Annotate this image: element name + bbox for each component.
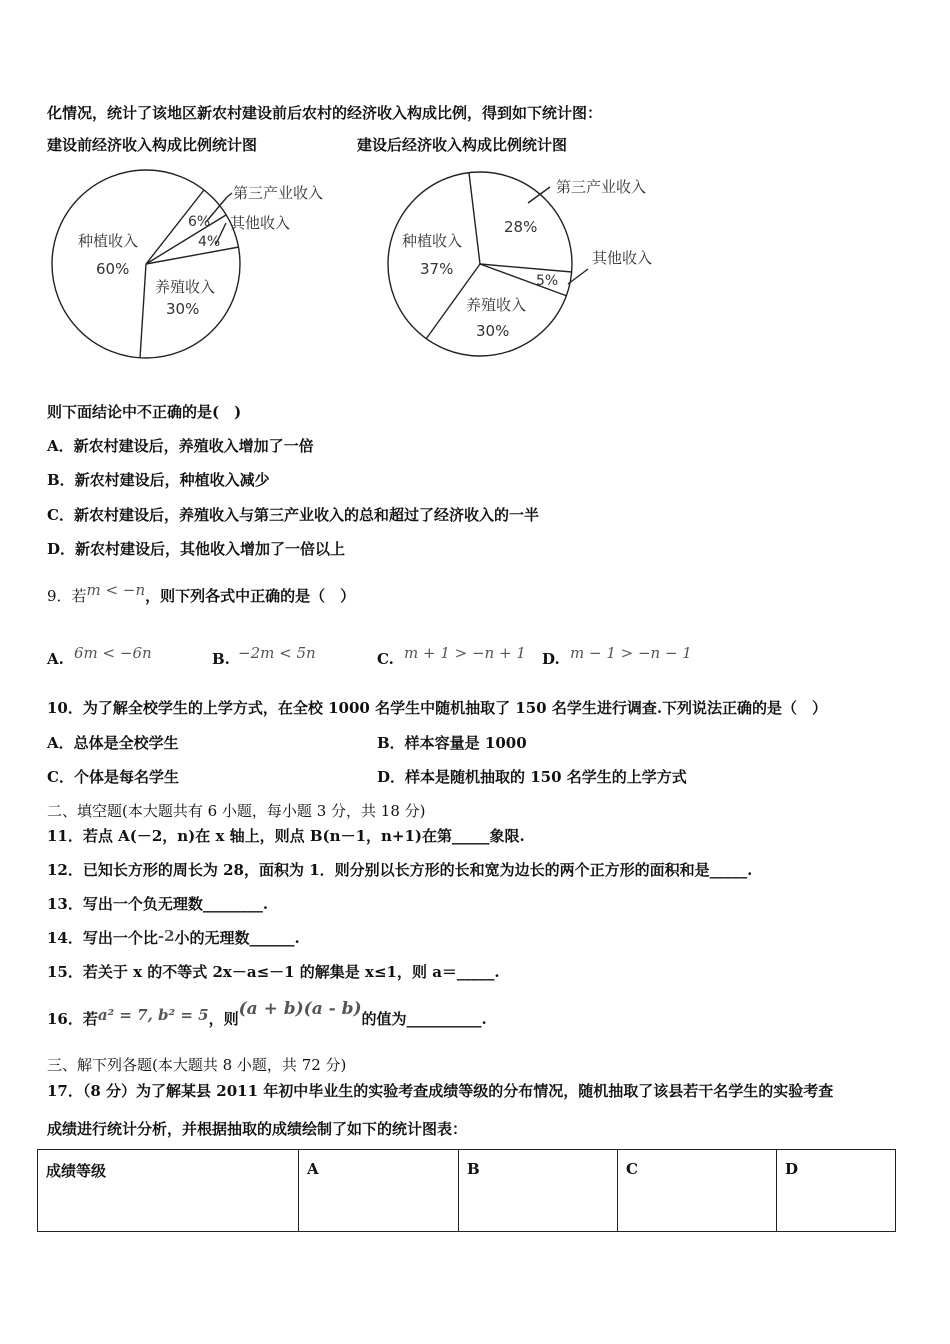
q9-stem — [47, 581, 356, 606]
pie-before-radius-4 — [140, 264, 146, 358]
table-header-d: D — [777, 1150, 896, 1232]
pie-after-val-3: 5% — [536, 273, 559, 289]
q8-option-b: B．新农村建设后，种植收入减少 — [47, 471, 270, 489]
q16-text-a: 16．若 — [47, 1010, 98, 1028]
q11: 11．若点 A(－2，n)在 x 轴上，则点 B(n－1，n+1)在第_____象限. — [47, 827, 525, 845]
pie-before-cat-1: 种植收入 — [78, 232, 139, 250]
q9-option-a-expr: 6m < −6n — [74, 644, 152, 662]
table-header-b: B — [459, 1150, 618, 1232]
q9-condition: m < −n — [86, 581, 146, 599]
pie-after-cat-2: 第三产业收入 — [556, 178, 647, 196]
pie-after-cat-3: 其他收入 — [592, 249, 653, 267]
q10-option-d: D．样本是随机抽取的 150 名学生的上学方式 — [377, 768, 687, 786]
pie-before-val-4: 30% — [166, 300, 200, 318]
q13: 13．写出一个负无理数________. — [47, 895, 269, 913]
pie-before-cat-4: 养殖收入 — [155, 278, 216, 296]
grade-table — [37, 1149, 896, 1232]
q9-option-c-expr: m + 1 > −n + 1 — [404, 644, 526, 662]
table-header-a: A — [299, 1150, 459, 1232]
pie-after-val-2: 28% — [504, 218, 538, 236]
q14 — [47, 928, 300, 948]
pie-before-val-1: 60% — [96, 260, 130, 278]
q8-option-d: D．新农村建设后，其他收入增加了一倍以上 — [47, 540, 346, 558]
q10-option-a: A．总体是全校学生 — [47, 734, 179, 752]
q16-text-c: 的值为__________. — [361, 1010, 487, 1028]
q9-option-b-letter: B. — [212, 650, 230, 668]
chart-title-before: 建设前经济收入构成比例统计图 — [47, 136, 258, 154]
q15: 15．若关于 x 的不等式 2x－a≤－1 的解集是 x≤1，则 a＝_____. — [47, 963, 500, 981]
table-header-grade: 成绩等级 — [38, 1150, 299, 1232]
table-row — [38, 1150, 896, 1232]
pie-before-leader-1b — [227, 193, 232, 197]
pie-chart-after — [380, 160, 700, 370]
pie-after-val-4: 30% — [476, 322, 510, 340]
q9-option-a-letter: A. — [47, 650, 64, 668]
q10-option-c: C．个体是每名学生 — [47, 768, 179, 786]
q8-stem: 则下面结论中不正确的是( ) — [47, 403, 242, 421]
pie-before-val-2: 6% — [188, 214, 211, 230]
q14-text-b: 小的无理数______. — [174, 929, 300, 947]
q17-line-2: 成绩进行统计分析，并根据抽取的成绩绘制了如下的统计图表： — [47, 1120, 468, 1138]
q16-condition: a² = 7, b² = 5 — [97, 1006, 209, 1024]
pie-after-radius-2 — [480, 264, 572, 272]
q9-option-d-letter: D. — [542, 650, 560, 668]
q9-option-d-expr: m − 1 > −n − 1 — [570, 644, 692, 662]
pie-after-val-1: 37% — [420, 260, 454, 278]
pie-before-cat-2: 第三产业收入 — [233, 184, 324, 202]
section-3-heading: 三、解下列各题(本大题共 8 小题，共 72 分) — [47, 1056, 347, 1074]
pie-chart-before — [40, 160, 360, 370]
q14-text-a: 14．写出一个比 — [47, 929, 158, 947]
pie-before-val-3: 4% — [198, 234, 221, 250]
table-header-c: C — [618, 1150, 777, 1232]
q10-option-b: B．样本容量是 1000 — [377, 734, 527, 752]
q9-option-c-letter: C. — [377, 650, 394, 668]
section-2-heading: 二、填空题(本大题共有 6 小题，每小题 3 分，共 18 分) — [47, 802, 426, 820]
q16 — [47, 999, 487, 1029]
pie-after-cat-1: 种植收入 — [402, 232, 463, 250]
q8-option-a: A．新农村建设后，养殖收入增加了一倍 — [47, 437, 314, 455]
q14-expr: -2 — [157, 927, 175, 945]
q16-expr: (a + b)(a - b) — [238, 999, 362, 1019]
q17-line-1: 17．（8 分）为了解某县 2011 年初中毕业生的实验考查成绩等级的分布情况，随机抽取了该县若干名学生的实验考查 — [47, 1082, 834, 1100]
intro-text: 化情况，统计了该地区新农村建设前后农村的经济收入构成比例，得到如下统计图： — [47, 104, 603, 122]
q12: 12．已知长方形的周长为 28，面积为 1．则分别以长方形的长和宽为边长的两个正方形的面积和是_____. — [47, 861, 753, 879]
q16-text-b: ，则 — [208, 1010, 239, 1028]
pie-before-cat-3: 其他收入 — [230, 214, 291, 232]
pie-after-radius-1 — [469, 173, 480, 264]
chart-title-after: 建设后经济收入构成比例统计图 — [357, 136, 568, 154]
q9-num: 9．若 — [47, 587, 87, 605]
q8-option-c: C．新农村建设后，养殖收入与第三产业收入的总和超过了经济收入的一半 — [47, 506, 539, 524]
q9-option-b-expr: −2m < 5n — [238, 644, 316, 662]
q9-rest: ，则下列各式中正确的是（ ） — [145, 587, 356, 605]
pie-after-cat-4: 养殖收入 — [466, 296, 527, 314]
q10-stem: 10．为了解全校学生的上学方式，在全校 1000 名学生中随机抽取了 150 名学生进行调查.下列说法正确的是（ ） — [47, 699, 828, 717]
